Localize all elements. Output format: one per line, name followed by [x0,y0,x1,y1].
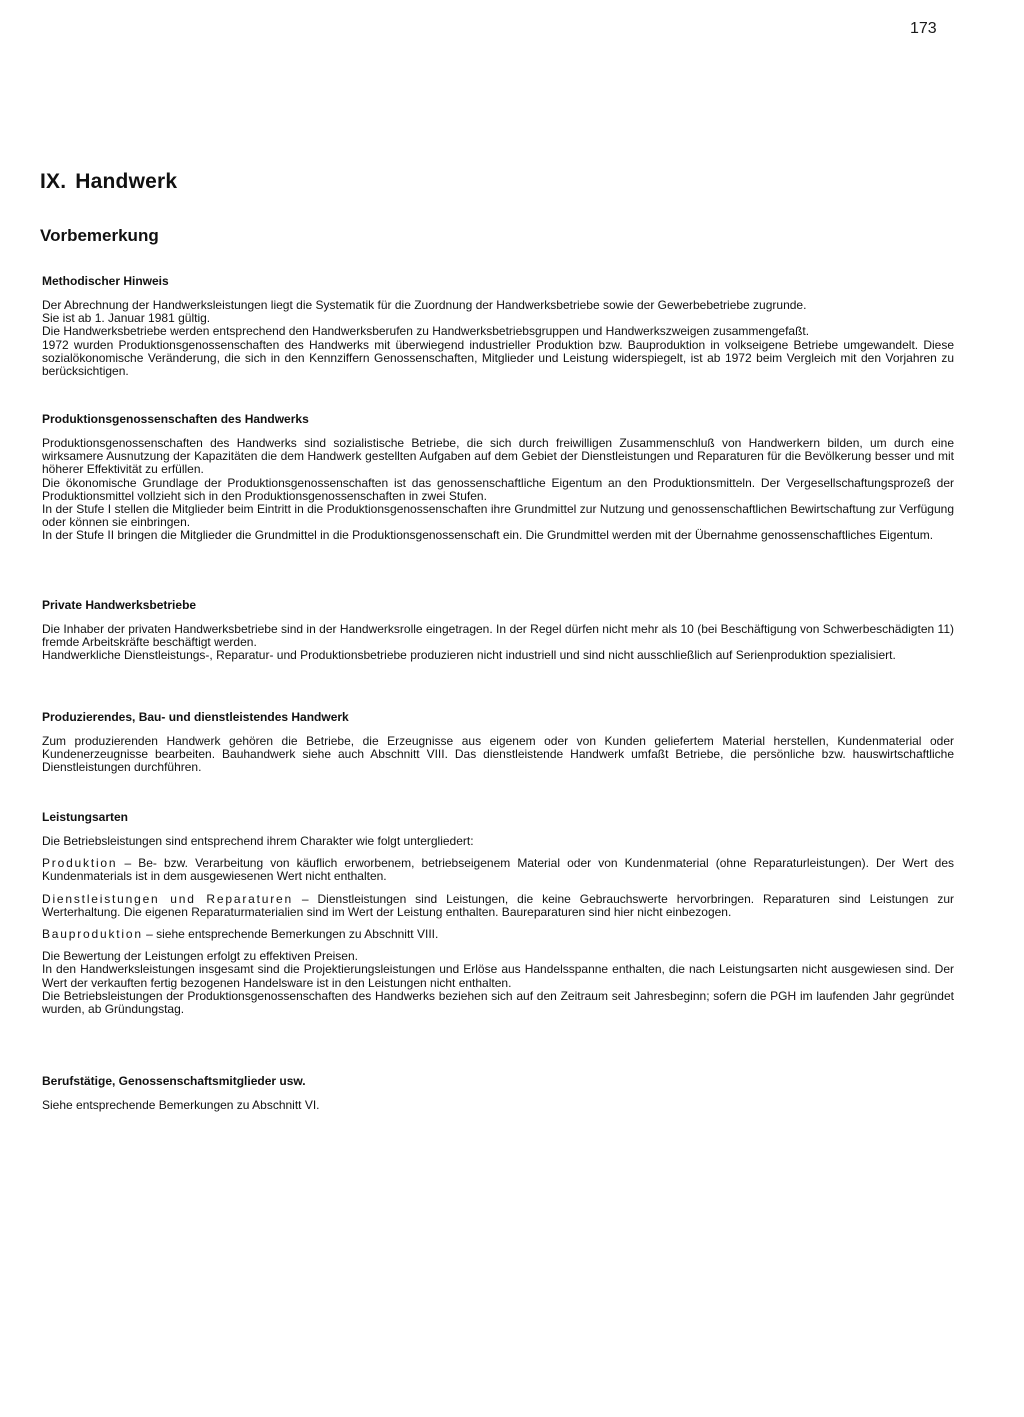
term-bauproduktion: Bauproduktion [42,927,143,942]
paragraph: Zum produzierenden Handwerk gehören die Betriebe, die Erzeugnisse aus eigenem oder von Kunden geliefertem Material herstellen, Kundenmaterial oder Kundenerzeugnisse bearbeiten. Bauhandwerk siehe auch Abschnitt VIII. Das dienstleistende Handwerk umfaßt Betriebe, die persönliche bzw. hauswirtschaftliche Dienstleistungen durchführen. [42,734,954,775]
paragraph: In der Stufe II bringen die Mitglieder die Grundmittel in die Produktionsgenossenschaft ein. Die Grundmittel werden mit der Übernahme genossenschaftliches Eigentum. [42,528,934,543]
section-title: Vorbemerkung [40,226,159,245]
subsection-private-handwerksbetriebe [42,598,954,663]
subsection-produktionsgenossenschaften [42,412,954,543]
definition-text: – siehe entsprechende Bemerkungen zu Abschnitt VIII. [142,927,439,942]
paragraph: Die ökonomische Grundlage der Produktionsgenossenschaften ist das genossenschaftliche Eigentum an den Produktionsmitteln. Der Vergesellschaftungsprozeß der Produktionsmittel vollzieht sich in den Produktionsgenossenschaften in zwei Stufen. [42,475,954,503]
paragraph: Die Inhaber der privaten Handwerksbetriebe sind in der Handwerksrolle eingetragen. In der Regel dürfen nicht mehr als 10 (bei Beschäftigung von Schwerbeschädigten 11) fremde Arbeitskräfte beschäftigt werden. [42,622,954,650]
definition-text: – Be- bzw. Verarbeitung von käuflich erworbenem, betriebseigenem Material oder von Kundenmaterial (ohne Reparaturleistungen). Der Wert des Kundenmaterials ist in dem ausgewiesenen Wert nicht enthalten. [42,856,954,884]
paragraph: Der Abrechnung der Handwerksleistungen liegt die Systematik für die Zuordnung der Handwerksbetriebe sowie der Gewerbebetriebe zugrunde. [42,298,807,312]
subheading: Berufstätige, Genossenschaftsmitglieder usw. [42,1074,306,1088]
definition-dienstleistungen [42,893,954,919]
subheading: Leistungsarten [42,810,129,824]
chapter-name: Handwerk [75,170,178,193]
subsection-produzierendes-handwerk [42,710,954,775]
subsection-leistungsarten [42,810,954,1016]
subheading: Private Handwerksbetriebe [42,598,197,612]
paragraph: In der Stufe I stellen die Mitglieder beim Eintritt in die Produktionsgenossenschaften ihre Grundmittel zur Nutzung und genossenschaftlichen Bewirtschaftung zur Verfügung oder können sie einbringen. [42,502,954,530]
paragraph: Siehe entsprechende Bemerkungen zu Abschnitt VI. [42,1098,320,1112]
subheading: Produktionsgenossenschaften des Handwerks [42,412,309,426]
definition-bauproduktion [42,928,954,941]
paragraph: Die Bewertung der Leistungen erfolgt zu effektiven Preisen. [42,949,358,964]
paragraph: Die Handwerksbetriebe werden entsprechend den Handwerksberufen zu Handwerksbetriebsgruppen und Handwerkszweigen zusammengefaßt. [42,324,810,339]
chapter-title [40,170,177,194]
paragraph: Produktionsgenossenschaften des Handwerks sind sozialistische Betriebe, die sich durch freiwilligen Zusammenschluß von Handwerkern bilden, um durch eine wirksamere Ausnutzung der Kapazitäten die dem Handwerk gestellten Aufgaben auf dem Gebiet der Dienstleistungen und Reparaturen für die Bevölkerung besser und mit höherer Effektivität zu erfüllen. [42,436,954,477]
paragraph: Handwerkliche Dienstleistungs-, Reparatur- und Produktionsbetriebe produzieren nicht industriell und sind nicht ausschließlich auf Serienproduktion spezialisiert. [42,648,896,663]
paragraph: In den Handwerksleistungen insgesamt sind die Projektierungsleistungen und Erlöse aus Handelsspanne enthalten, die nach Leistungsarten nicht ausgewiesen sind. Der Wert der verkauften fertig bezogenen Handelsware ist in den Leistungen nicht enthalten. [42,962,954,990]
paragraph: Die Betriebsleistungen sind entsprechend ihrem Charakter wie folgt untergliedert: [42,834,474,848]
subheading: Methodischer Hinweis [42,274,169,288]
subsection-methodischer-hinweis [42,274,954,378]
paragraph: 1972 wurden Produktionsgenossenschaften des Handwerks mit überwiegend industrieller Produktion bzw. Bauproduktion in volkseigene Betriebe umgewandelt. Diese sozialökonomische Veränderung, die sich in den Kennziffern Genossenschaften, Mitglieder und Leistung widerspiegelt, ist ab 1972 beim Vergleich mit den Vorjahren zu berücksichtigen. [42,337,954,379]
paragraph: Sie ist ab 1. Januar 1981 gültig. [42,311,211,326]
chapter-numeral: IX. [40,170,67,193]
page-number: 173 [910,20,937,37]
definition-text: – Dienstleistungen sind Leistungen, die keine Gebrauchswerte hervorbringen. Reparaturen sind Leistungen zur Werterhaltung. Die eigenen Reparaturmaterialien sind im Wert der Leistung enthalten. Baureparaturen sind hier nicht einbezogen. [42,891,954,919]
paragraph: Die Betriebsleistungen der Produktionsgenossenschaften des Handwerks beziehen sich auf den Zeitraum seit Jahresbeginn; sofern die PGH im laufenden Jahr gegründet wurden, ab Gründungstag. [42,988,954,1017]
term-produktion: Produktion [42,856,118,871]
definition-produktion [42,857,954,883]
subheading: Produzierendes, Bau- und dienstleistendes Handwerk [42,710,349,724]
subsection-berufstaetige [42,1074,954,1112]
term-dienstleistungen: Dienstleistungen und Reparaturen [42,891,293,906]
